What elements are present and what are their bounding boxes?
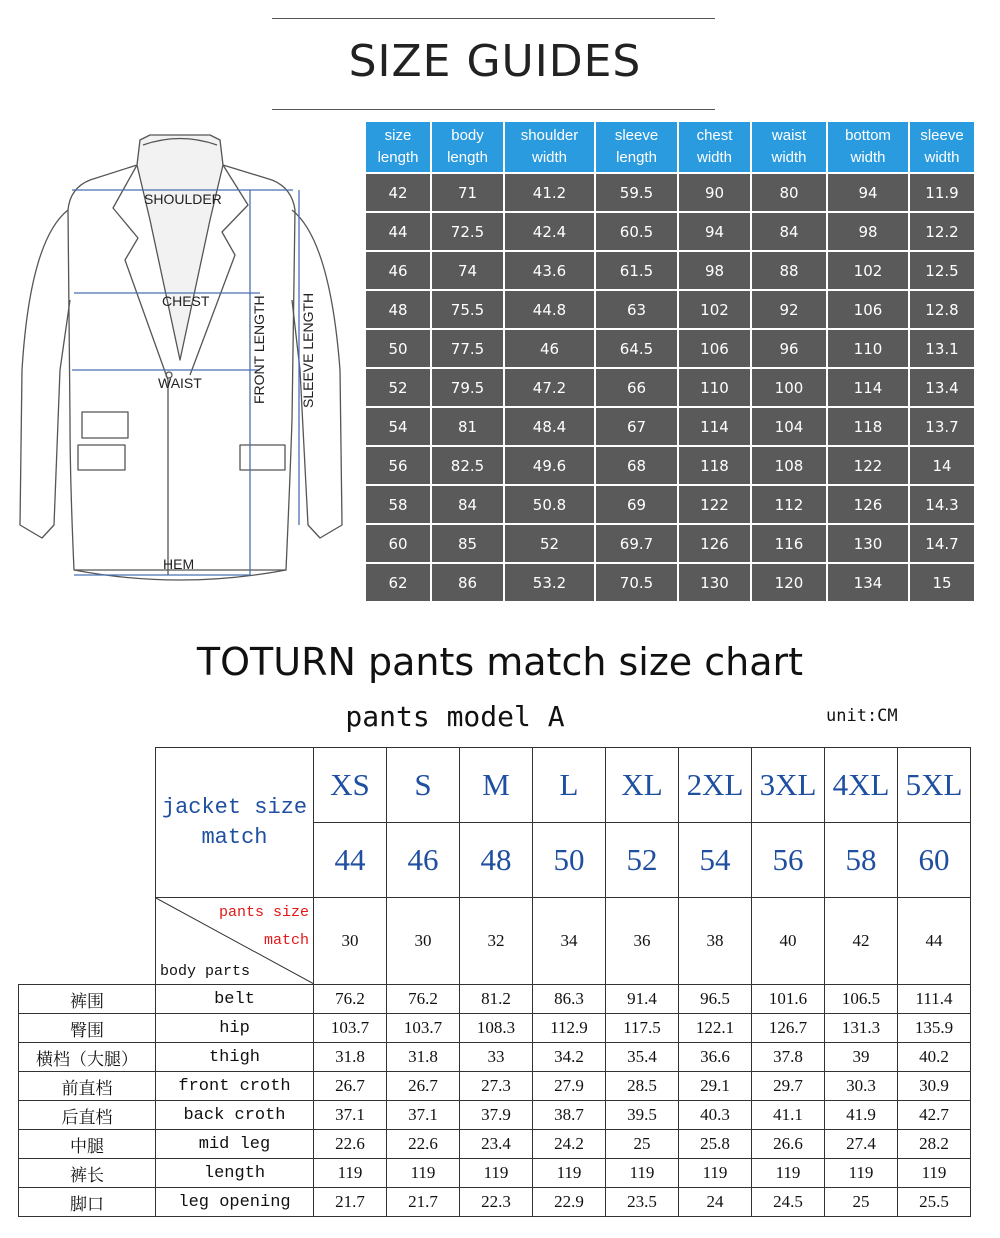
jacket-table-cell: 44 [366, 213, 430, 250]
jacket-table-cell: 94 [828, 174, 908, 211]
jacket-table-cell: 114 [679, 408, 750, 445]
jacket-table-cell: 96 [752, 330, 826, 367]
measurement-value: 119 [460, 1159, 533, 1188]
jacket-table-cell: 84 [432, 486, 503, 523]
measurement-row [19, 1043, 971, 1072]
letter-size-cell: XL [606, 748, 679, 823]
letter-size-cell: 4XL [825, 748, 898, 823]
jacket-table-cell: 56 [366, 447, 430, 484]
measurement-value: 35.4 [606, 1043, 679, 1072]
measurement-value: 22.9 [533, 1188, 606, 1217]
jacket-table-cell: 108 [752, 447, 826, 484]
measurement-value: 40.3 [679, 1101, 752, 1130]
jacket-table-cell: 13.1 [910, 330, 974, 367]
measurement-value: 31.8 [387, 1043, 460, 1072]
jacket-table-cell: 82.5 [432, 447, 503, 484]
measurement-value: 25 [606, 1130, 679, 1159]
measurement-value: 24.2 [533, 1130, 606, 1159]
jacket-table-cell: 81 [432, 408, 503, 445]
measurement-name-cn: 裤长 [19, 1159, 156, 1188]
measurement-row [19, 1130, 971, 1159]
jacket-size-cell: 46 [387, 823, 460, 898]
measurement-name-cn: 臀围 [19, 1014, 156, 1043]
measurement-value: 37.1 [387, 1101, 460, 1130]
jacket-table-cell: 44.8 [505, 291, 594, 328]
jacket-table-cell: 110 [828, 330, 908, 367]
measurement-value: 29.7 [752, 1072, 825, 1101]
sleeve-length-label: SLEEVE LENGTH [300, 292, 316, 408]
jacket-table-cell: 72.5 [432, 213, 503, 250]
pants-chart-title: TOTURN pants match size chart [196, 640, 804, 684]
jacket-table-cell: 134 [828, 564, 908, 601]
jacket-table-cell: 120 [752, 564, 826, 601]
jacket-table-row [366, 564, 974, 601]
jacket-table-cell: 88 [752, 252, 826, 289]
measurement-row [19, 1072, 971, 1101]
measurement-value: 26.6 [752, 1130, 825, 1159]
jacket-table-cell: 118 [679, 447, 750, 484]
measurement-row [19, 1159, 971, 1188]
pants-size-label: pants size [218, 904, 309, 921]
letter-size-cell: 5XL [898, 748, 971, 823]
jacket-size-cell: 56 [752, 823, 825, 898]
measurement-value: 23.5 [606, 1188, 679, 1217]
jacket-size-cell: 60 [898, 823, 971, 898]
jacket-table-cell: 106 [679, 330, 750, 367]
jacket-table-cell: 106 [828, 291, 908, 328]
letter-size-cell: 3XL [752, 748, 825, 823]
jacket-table-cell: 130 [828, 525, 908, 562]
jacket-table-cell: 100 [752, 369, 826, 406]
measurement-value: 41.1 [752, 1101, 825, 1130]
measurement-value: 25.8 [679, 1130, 752, 1159]
jacket-table-cell: 14.7 [910, 525, 974, 562]
measurement-value: 27.4 [825, 1130, 898, 1159]
pants-size-header [156, 898, 314, 985]
jacket-table-cell: 61.5 [596, 252, 677, 289]
jacket-table-cell: 48 [366, 291, 430, 328]
jacket-size-table [364, 120, 976, 603]
measurement-value: 37.1 [314, 1101, 387, 1130]
measurement-value: 36.6 [679, 1043, 752, 1072]
measurement-value: 126.7 [752, 1014, 825, 1043]
measurement-value: 131.3 [825, 1014, 898, 1043]
jacket-table-cell: 118 [828, 408, 908, 445]
measurement-value: 25 [825, 1188, 898, 1217]
measurement-value: 39.5 [606, 1101, 679, 1130]
measurement-value: 28.2 [898, 1130, 971, 1159]
pants-size-cell: 44 [898, 898, 971, 985]
jacket-table-cell: 53.2 [505, 564, 594, 601]
jacket-table-cell: 74 [432, 252, 503, 289]
jacket-table-cell: 126 [828, 486, 908, 523]
measurement-value: 21.7 [314, 1188, 387, 1217]
jacket-size-match-label: jacket size match [156, 748, 314, 898]
measurement-name-en: hip [156, 1014, 314, 1043]
jacket-header-cell: shoulder width [505, 122, 594, 172]
pants-size-cell: 38 [679, 898, 752, 985]
measurement-value: 38.7 [533, 1101, 606, 1130]
pants-size-cell: 30 [387, 898, 460, 985]
pants-size-match-label: match [263, 932, 309, 949]
measurement-value: 30.9 [898, 1072, 971, 1101]
hem-label: HEM [163, 556, 195, 572]
jacket-table-cell: 66 [596, 369, 677, 406]
measurement-value: 119 [752, 1159, 825, 1188]
measurement-value: 76.2 [387, 985, 460, 1014]
jacket-table-cell: 47.2 [505, 369, 594, 406]
jacket-table-cell: 102 [828, 252, 908, 289]
jacket-table-cell: 104 [752, 408, 826, 445]
jacket-table-cell: 49.6 [505, 447, 594, 484]
jacket-table-cell: 84 [752, 213, 826, 250]
jacket-table-cell: 94 [679, 213, 750, 250]
jacket-table-cell: 77.5 [432, 330, 503, 367]
jacket-table-cell: 98 [828, 213, 908, 250]
measurement-value: 29.1 [679, 1072, 752, 1101]
measurement-value: 26.7 [387, 1072, 460, 1101]
measurement-name-cn: 脚口 [19, 1188, 156, 1217]
jacket-table-cell: 102 [679, 291, 750, 328]
jacket-table-cell: 54 [366, 408, 430, 445]
measurement-value: 122.1 [679, 1014, 752, 1043]
empty-corner [19, 823, 156, 898]
measurement-value: 119 [679, 1159, 752, 1188]
jacket-table-cell: 69 [596, 486, 677, 523]
measurement-name-en: front croth [156, 1072, 314, 1101]
jacket-table-cell: 80 [752, 174, 826, 211]
measurement-name-en: leg opening [156, 1188, 314, 1217]
jacket-header-cell: bottom width [828, 122, 908, 172]
jacket-table-cell: 62 [366, 564, 430, 601]
front-length-label: FRONT LENGTH [251, 295, 267, 404]
jacket-table-row [366, 291, 974, 328]
jacket-table-cell: 11.9 [910, 174, 974, 211]
measurement-name-cn: 横档（大腿） [19, 1043, 156, 1072]
pants-size-cell: 30 [314, 898, 387, 985]
jacket-size-cell: 58 [825, 823, 898, 898]
jacket-table-cell: 75.5 [432, 291, 503, 328]
jacket-table-cell: 70.5 [596, 564, 677, 601]
measurement-value: 86.3 [533, 985, 606, 1014]
letter-size-cell: M [460, 748, 533, 823]
jacket-table-cell: 86 [432, 564, 503, 601]
jacket-table-cell: 60.5 [596, 213, 677, 250]
jacket-table-cell: 52 [505, 525, 594, 562]
jacket-table-cell: 67 [596, 408, 677, 445]
jacket-diagram [10, 120, 360, 600]
jacket-table-row [366, 330, 974, 367]
measurement-name-cn: 裤围 [19, 985, 156, 1014]
measurement-value: 37.8 [752, 1043, 825, 1072]
measurement-value: 103.7 [314, 1014, 387, 1043]
measurement-value: 34.2 [533, 1043, 606, 1072]
measurement-value: 27.9 [533, 1072, 606, 1101]
jacket-table-cell: 90 [679, 174, 750, 211]
pants-size-cell: 32 [460, 898, 533, 985]
jacket-header-cell: waist width [752, 122, 826, 172]
jacket-table-cell: 58 [366, 486, 430, 523]
jacket-table-cell: 92 [752, 291, 826, 328]
pants-size-row [19, 898, 971, 985]
jacket-size-cell: 50 [533, 823, 606, 898]
jacket-table-cell: 69.7 [596, 525, 677, 562]
measurement-value: 21.7 [387, 1188, 460, 1217]
letter-size-cell: S [387, 748, 460, 823]
measurement-value: 119 [533, 1159, 606, 1188]
measurement-value: 117.5 [606, 1014, 679, 1043]
jacket-table-cell: 48.4 [505, 408, 594, 445]
jacket-size-cell: 52 [606, 823, 679, 898]
jacket-table-cell: 116 [752, 525, 826, 562]
measurement-value: 41.9 [825, 1101, 898, 1130]
jacket-size-cell: 48 [460, 823, 533, 898]
jacket-table-cell: 46 [505, 330, 594, 367]
empty-corner [19, 748, 156, 823]
jacket-table-cell: 41.2 [505, 174, 594, 211]
jacket-table-cell: 14 [910, 447, 974, 484]
measurement-name-cn: 后直档 [19, 1101, 156, 1130]
jacket-table-cell: 42.4 [505, 213, 594, 250]
measurement-value: 119 [606, 1159, 679, 1188]
measurement-value: 119 [825, 1159, 898, 1188]
jacket-table-cell: 112 [752, 486, 826, 523]
measurement-value: 22.6 [314, 1130, 387, 1159]
jacket-table-cell: 60 [366, 525, 430, 562]
measurement-value: 24 [679, 1188, 752, 1217]
jacket-table-row [366, 174, 974, 211]
jacket-table-cell: 85 [432, 525, 503, 562]
jacket-table-cell: 114 [828, 369, 908, 406]
measurement-value: 119 [898, 1159, 971, 1188]
body-parts-label: body parts [160, 963, 251, 980]
measurement-value: 101.6 [752, 985, 825, 1014]
jacket-table-cell: 59.5 [596, 174, 677, 211]
jacket-header-cell: size length [366, 122, 430, 172]
jacket-table-cell: 50.8 [505, 486, 594, 523]
measurement-value: 25.5 [898, 1188, 971, 1217]
measurement-value: 81.2 [460, 985, 533, 1014]
measurement-value: 119 [314, 1159, 387, 1188]
shoulder-label: SHOULDER [144, 191, 222, 207]
pants-model-subtitle: pants model A [345, 700, 565, 733]
jacket-table-cell: 12.5 [910, 252, 974, 289]
measurement-value: 28.5 [606, 1072, 679, 1101]
measurement-name-en: mid leg [156, 1130, 314, 1159]
jacket-table-cell: 13.7 [910, 408, 974, 445]
measurement-value: 26.7 [314, 1072, 387, 1101]
measurement-name-en: thigh [156, 1043, 314, 1072]
jacket-table-row [366, 408, 974, 445]
jacket-table-cell: 50 [366, 330, 430, 367]
title-rule-top [272, 18, 715, 19]
jacket-header-cell: sleeve length [596, 122, 677, 172]
measurement-name-cn: 中腿 [19, 1130, 156, 1159]
measurement-name-en: back croth [156, 1101, 314, 1130]
measurement-value: 106.5 [825, 985, 898, 1014]
jacket-table-cell: 79.5 [432, 369, 503, 406]
measurement-name-en: length [156, 1159, 314, 1188]
jacket-table-cell: 52 [366, 369, 430, 406]
size-guides-title: SIZE GUIDES [348, 36, 642, 87]
jacket-size-cell: 54 [679, 823, 752, 898]
waist-label: WAIST [158, 375, 202, 391]
measurement-value: 33 [460, 1043, 533, 1072]
jacket-table-row [366, 369, 974, 406]
jacket-table-row [366, 252, 974, 289]
jacket-table-cell: 110 [679, 369, 750, 406]
jacket-table-header [366, 122, 974, 172]
jacket-table-cell: 130 [679, 564, 750, 601]
jacket-header-cell: body length [432, 122, 503, 172]
jacket-size-cell: 44 [314, 823, 387, 898]
measurement-value: 76.2 [314, 985, 387, 1014]
jacket-table-cell: 15 [910, 564, 974, 601]
pants-size-cell: 40 [752, 898, 825, 985]
letter-size-cell: 2XL [679, 748, 752, 823]
measurement-value: 135.9 [898, 1014, 971, 1043]
jacket-table-row [366, 486, 974, 523]
jacket-table-cell: 71 [432, 174, 503, 211]
unit-label: unit:CM [826, 706, 898, 726]
measurement-value: 23.4 [460, 1130, 533, 1159]
jacket-table-cell: 13.4 [910, 369, 974, 406]
measurement-row [19, 1188, 971, 1217]
empty-corner [19, 898, 156, 985]
letter-size-cell: L [533, 748, 606, 823]
measurement-value: 112.9 [533, 1014, 606, 1043]
measurement-name-cn: 前直档 [19, 1072, 156, 1101]
jacket-table-cell: 63 [596, 291, 677, 328]
letter-size-row [19, 748, 971, 823]
measurement-value: 91.4 [606, 985, 679, 1014]
pants-size-table [18, 747, 971, 1217]
measurement-row [19, 1014, 971, 1043]
measurement-value: 40.2 [898, 1043, 971, 1072]
measurement-row [19, 985, 971, 1014]
title-rule-bottom [272, 109, 715, 110]
jacket-table-cell: 126 [679, 525, 750, 562]
measurement-value: 31.8 [314, 1043, 387, 1072]
pants-size-cell: 42 [825, 898, 898, 985]
jacket-table-row [366, 213, 974, 250]
measurement-value: 22.6 [387, 1130, 460, 1159]
measurement-value: 111.4 [898, 985, 971, 1014]
pants-size-cell: 36 [606, 898, 679, 985]
jacket-table-cell: 12.8 [910, 291, 974, 328]
measurement-name-en: belt [156, 985, 314, 1014]
measurement-value: 30.3 [825, 1072, 898, 1101]
measurement-value: 103.7 [387, 1014, 460, 1043]
measurement-value: 96.5 [679, 985, 752, 1014]
measurement-value: 108.3 [460, 1014, 533, 1043]
jacket-table-cell: 122 [679, 486, 750, 523]
measurement-value: 22.3 [460, 1188, 533, 1217]
pants-size-cell: 34 [533, 898, 606, 985]
jacket-table-cell: 43.6 [505, 252, 594, 289]
jacket-table-cell: 98 [679, 252, 750, 289]
jacket-table-cell: 14.3 [910, 486, 974, 523]
jacket-table-cell: 68 [596, 447, 677, 484]
jacket-header-cell: chest width [679, 122, 750, 172]
measurement-value: 24.5 [752, 1188, 825, 1217]
jacket-table-cell: 64.5 [596, 330, 677, 367]
measurement-value: 42.7 [898, 1101, 971, 1130]
letter-size-cell: XS [314, 748, 387, 823]
jacket-table-cell: 12.2 [910, 213, 974, 250]
jacket-header-cell: sleeve width [910, 122, 974, 172]
measurement-value: 119 [387, 1159, 460, 1188]
measurement-value: 37.9 [460, 1101, 533, 1130]
measurement-value: 27.3 [460, 1072, 533, 1101]
jacket-table-cell: 46 [366, 252, 430, 289]
jacket-table-row [366, 525, 974, 562]
measurement-row [19, 1101, 971, 1130]
jacket-table-cell: 122 [828, 447, 908, 484]
jacket-table-row [366, 447, 974, 484]
chest-label: CHEST [162, 293, 210, 309]
measurement-value: 39 [825, 1043, 898, 1072]
jacket-table-cell: 42 [366, 174, 430, 211]
